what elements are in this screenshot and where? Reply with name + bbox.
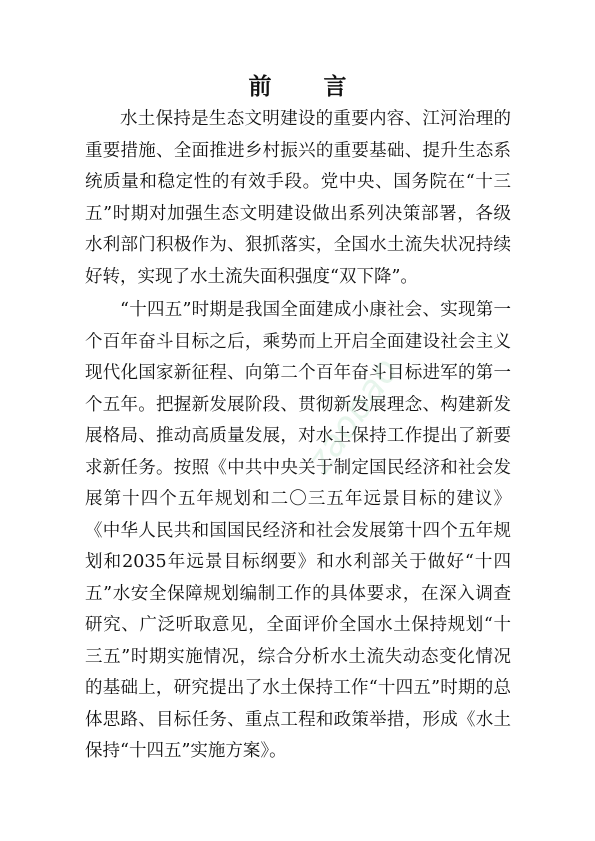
preface-body [85,104,511,768]
paragraph-2: “十四五”时期是我国全面建成小康社会、实现第一个百年奋斗目标之后，乘势而上开启全面建设社会主义现代化国家新征程、向第二个百年奋斗目标进军的第一个五年。把握新发展阶段、贯彻新发展理念、构建新发展格局、推动高质量发展，对水土保持工作提出了新要求新任务。按照《中共中央关于制定国民经济和社会发展第十四个五年规划和二〇三五年远景目标的建议》《中华人民共和国国民经济和社会发展第十四个五年规划和2035年远景目标纲要》和水利部关于做好“十四五”水安全保障规划编制工作的具体要求，在深入调查研究、广泛听取意见，全面评价全国水土保持规划“十三五”时期实施情况，综合分析水土流失动态变化情况的基础上，研究提出了水土保持工作“十四五”时期的总体思路、目标任务、重点工程和政策举措，形成《水土保持“十四五”实施方案》。 [85,300,511,761]
paragraph-1: 水土保持是生态文明建设的重要内容、江河治理的重要措施、全面推进乡村振兴的重要基础、提升生态系统质量和稳定性的有效手段。党中央、国务院在“十三五”时期对加强生态文明建设做出系列决策部署，各级水利部门积极作为、狠抓落实，全国水土流失状况持续好转，实现了水土流失面积强度“双下降”。 [85,109,511,287]
page-title: 前 言 [248,74,369,100]
watermark: zaobao [298,350,408,481]
